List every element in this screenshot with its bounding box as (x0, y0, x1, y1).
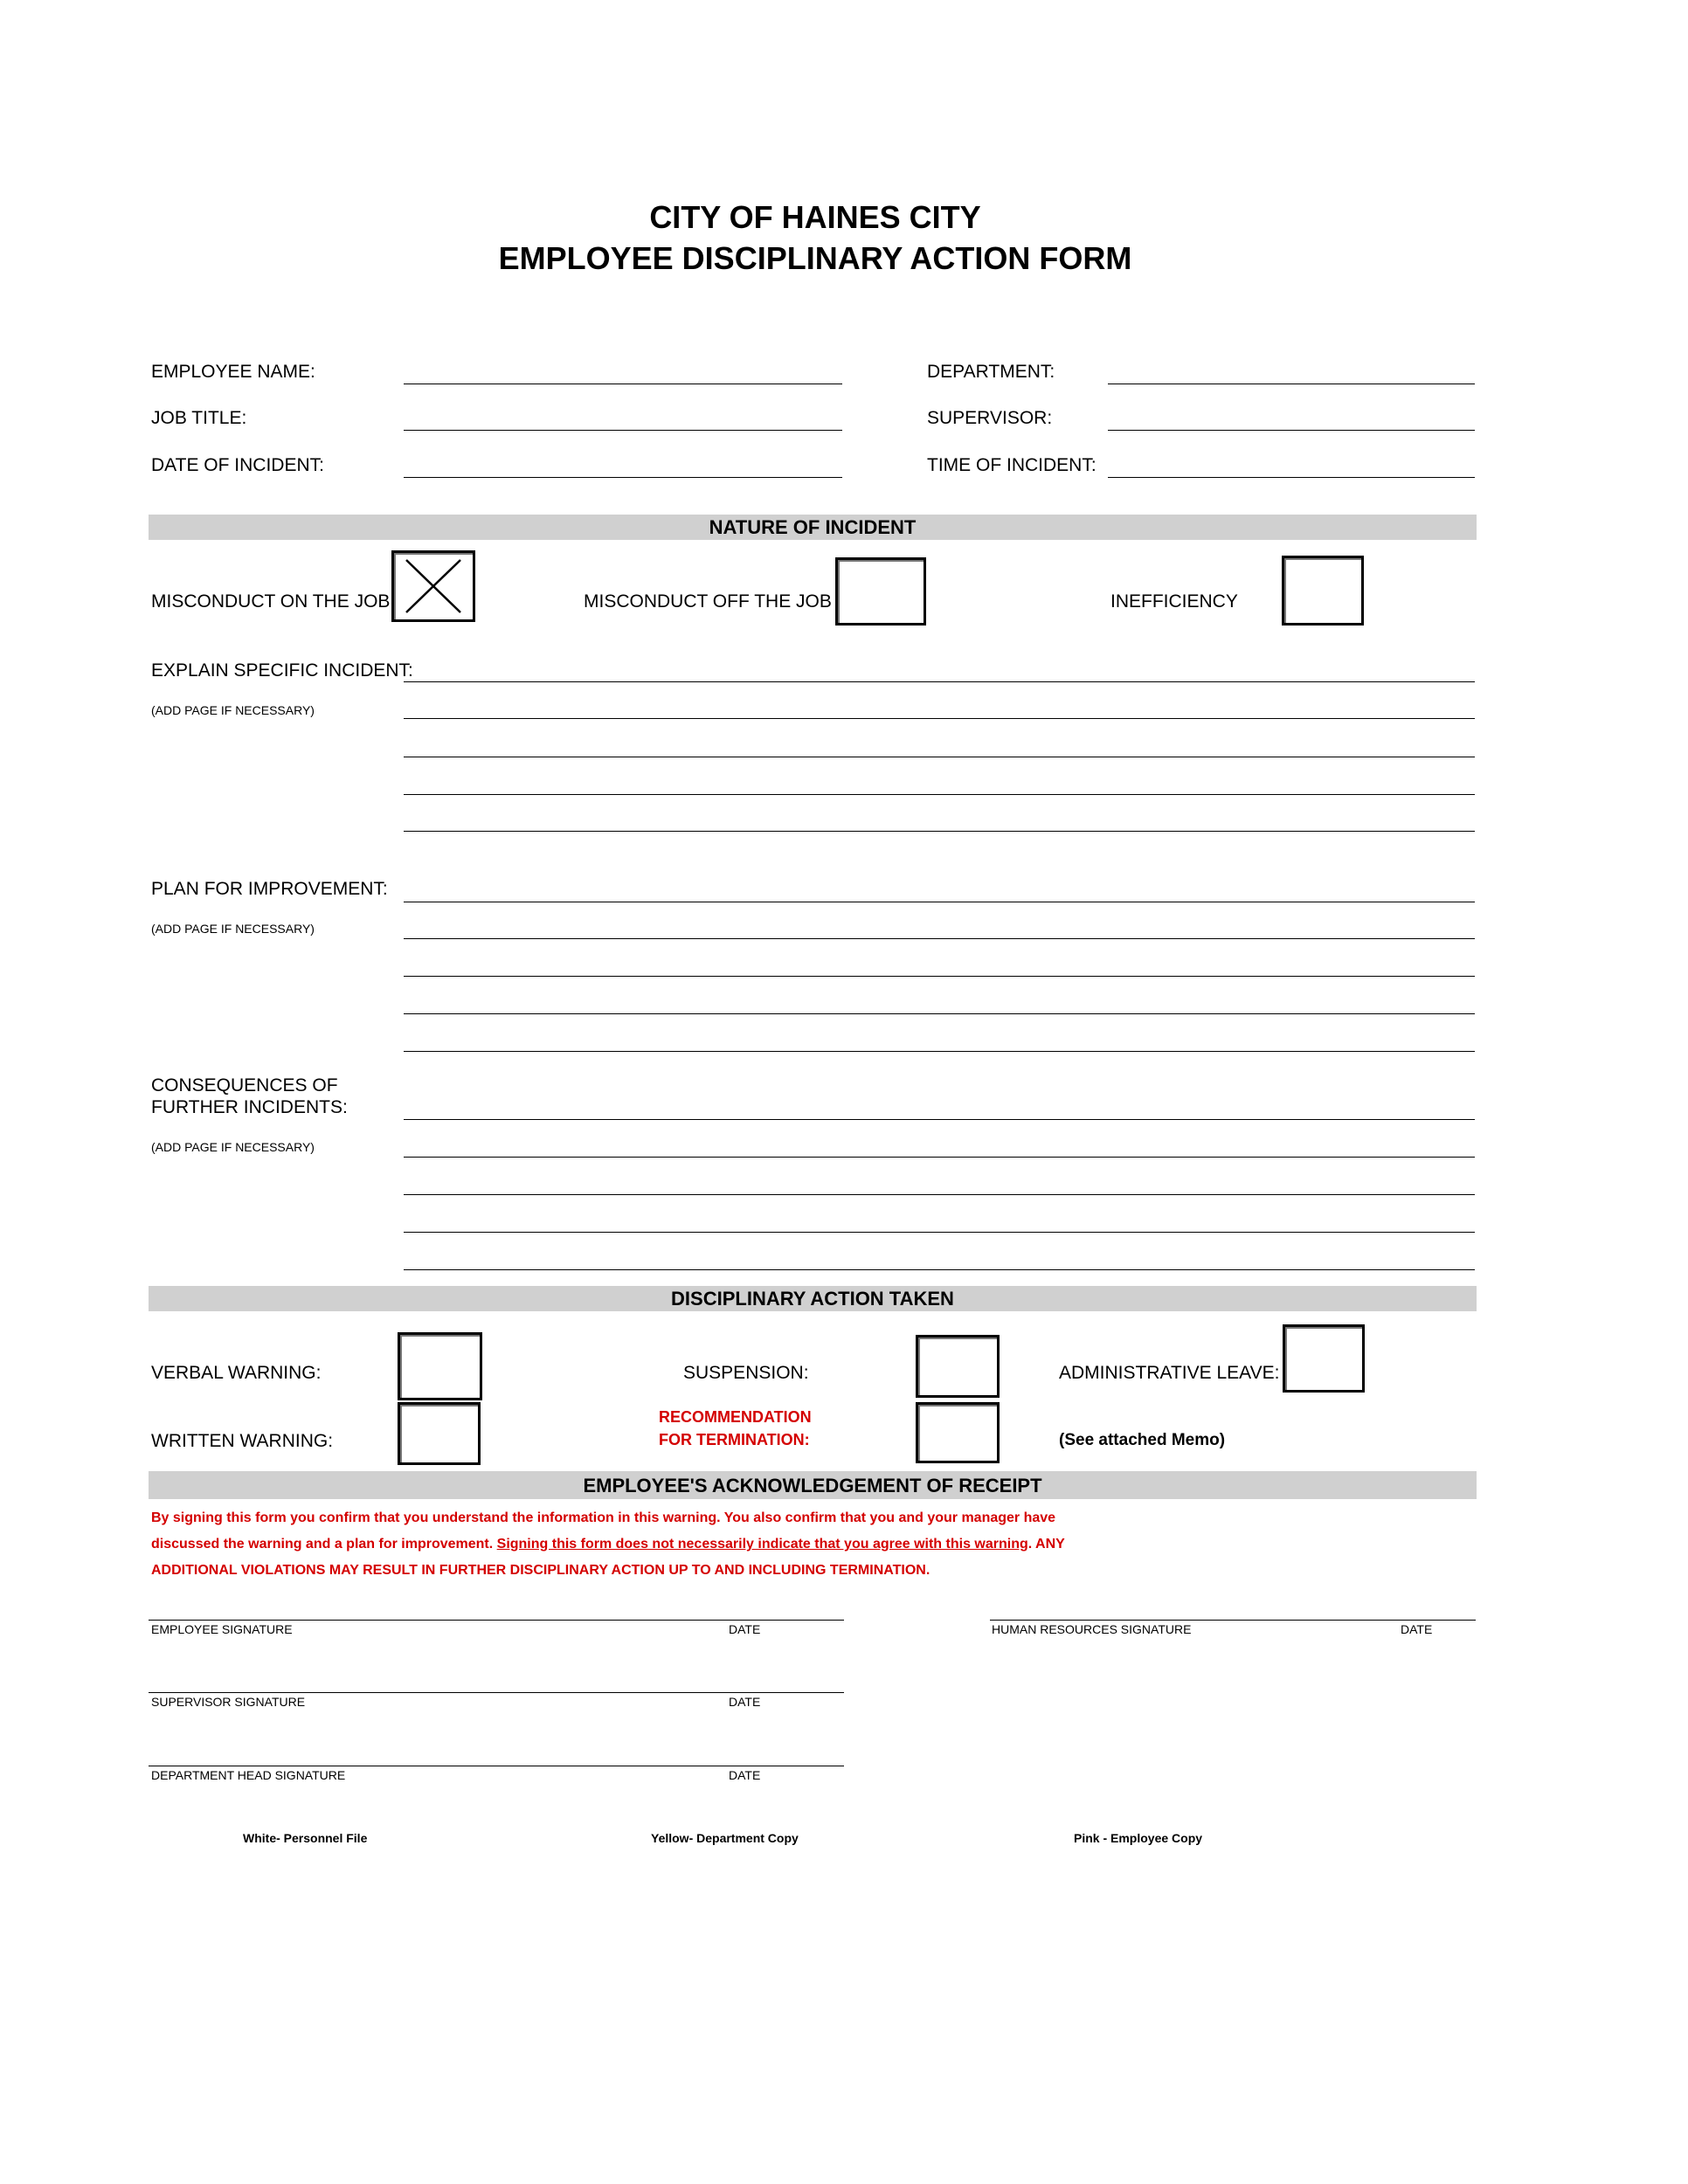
time-of-incident-field[interactable] (1108, 477, 1475, 478)
inefficiency-label: INEFFICIENCY (1110, 591, 1238, 612)
recommendation-termination-label-line2: FOR TERMINATION: (659, 1431, 810, 1448)
inefficiency-checkbox[interactable] (1282, 556, 1364, 625)
suspension-checkbox[interactable] (916, 1335, 1000, 1398)
supervisor-signature-date-label: DATE (729, 1695, 761, 1709)
copy-pink-employee: Pink - Employee Copy (1074, 1831, 1203, 1845)
incident-line[interactable] (404, 681, 1475, 682)
administrative-leave-label: ADMINISTRATIVE LEAVE: (1059, 1363, 1280, 1383)
time-of-incident-label: TIME OF INCIDENT: (927, 455, 1097, 475)
department-head-signature-label: DEPARTMENT HEAD SIGNATURE (151, 1768, 346, 1782)
incident-line[interactable] (404, 831, 1475, 832)
consequences-label-line1: CONSEQUENCES OF (151, 1075, 338, 1095)
acknowledgement-text-line2-a: discussed the warning and a plan for improvement. (151, 1537, 494, 1552)
employee-name-label: EMPLOYEE NAME: (151, 362, 315, 382)
recommendation-termination-label-line1: RECOMMENDATION (659, 1408, 812, 1426)
hr-signature-label: HUMAN RESOURCES SIGNATURE (992, 1622, 1192, 1636)
misconduct-on-job-label: MISCONDUCT ON THE JOB (151, 591, 391, 612)
consequences-label-line2: FURTHER INCIDENTS: (151, 1097, 348, 1117)
copy-yellow-department: Yellow- Department Copy (651, 1831, 799, 1845)
employee-signature-date-label: DATE (729, 1622, 761, 1636)
supervisor-signature-label: SUPERVISOR SIGNATURE (151, 1695, 306, 1709)
consequences-line[interactable] (404, 1157, 1475, 1158)
date-of-incident-label: DATE OF INCIDENT: (151, 455, 324, 475)
see-attached-memo: (See attached Memo) (1059, 1431, 1226, 1449)
employee-signature-label: EMPLOYEE SIGNATURE (151, 1622, 293, 1636)
add-page-note: (ADD PAGE IF NECESSARY) (151, 922, 315, 936)
consequences-line[interactable] (404, 1232, 1475, 1233)
written-warning-checkbox[interactable] (398, 1402, 481, 1465)
consequences-line[interactable] (404, 1194, 1475, 1195)
verbal-warning-checkbox[interactable] (398, 1332, 482, 1400)
acknowledgement-text-line3: ADDITIONAL VIOLATIONS MAY RESULT IN FURTHER DISCIPLINARY ACTION UP TO AND INCLUDING TERMINATION. (151, 1563, 930, 1578)
written-warning-label: WRITTEN WARNING: (151, 1431, 334, 1451)
misconduct-off-job-checkbox[interactable] (835, 557, 926, 625)
supervisor-signature-line[interactable] (149, 1692, 844, 1693)
date-of-incident-field[interactable] (404, 477, 842, 478)
misconduct-off-job-label: MISCONDUCT OFF THE JOB (584, 591, 832, 612)
consequences-line[interactable] (404, 1269, 1475, 1270)
suspension-label: SUSPENSION: (683, 1363, 809, 1383)
plan-line[interactable] (404, 1051, 1475, 1052)
incident-line[interactable] (404, 718, 1475, 719)
plan-line[interactable] (404, 1013, 1475, 1014)
acknowledgement-text-line2-b: . ANY (1027, 1537, 1065, 1552)
consequences-line[interactable] (404, 1119, 1475, 1120)
acknowledgement-text-line2 (151, 1537, 1065, 1552)
hr-signature-line[interactable] (990, 1620, 1476, 1621)
acknowledgement-heading: EMPLOYEE'S ACKNOWLEDGEMENT OF RECEIPT (149, 1471, 1477, 1499)
department-head-signature-date-label: DATE (729, 1768, 761, 1782)
plan-line[interactable] (404, 976, 1475, 977)
hr-signature-date-label: DATE (1401, 1622, 1433, 1636)
misconduct-on-job-checkbox[interactable] (391, 550, 475, 622)
job-title-label: JOB TITLE: (151, 408, 247, 428)
add-page-note: (ADD PAGE IF NECESSARY) (151, 703, 315, 717)
acknowledgement-text-line1: By signing this form you confirm that you understand the information in this warning. You also confirm that you and your manager have (151, 1510, 1056, 1525)
verbal-warning-label: VERBAL WARNING: (151, 1363, 322, 1383)
recommendation-termination-checkbox[interactable] (916, 1402, 1000, 1463)
administrative-leave-checkbox[interactable] (1283, 1324, 1365, 1393)
plan-improvement-label: PLAN FOR IMPROVEMENT: (151, 879, 388, 899)
nature-of-incident-heading: NATURE OF INCIDENT (149, 515, 1477, 540)
department-label: DEPARTMENT: (927, 362, 1055, 382)
supervisor-label: SUPERVISOR: (927, 408, 1053, 428)
form-title-city: CITY OF HAINES CITY (649, 199, 981, 235)
check-x-icon (394, 553, 473, 619)
copy-white-personnel: White- Personnel File (243, 1831, 368, 1845)
plan-line[interactable] (404, 938, 1475, 939)
add-page-note: (ADD PAGE IF NECESSARY) (151, 1140, 315, 1154)
acknowledgement-disclaimer: Signing this form does not necessarily indicate that you agree with this warning (496, 1537, 1028, 1552)
form-title: EMPLOYEE DISCIPLINARY ACTION FORM (498, 240, 1132, 276)
incident-line[interactable] (404, 794, 1475, 795)
disciplinary-action-heading: DISCIPLINARY ACTION TAKEN (149, 1286, 1477, 1311)
job-title-field[interactable] (404, 430, 842, 431)
employee-signature-line[interactable] (149, 1620, 844, 1621)
supervisor-field[interactable] (1108, 430, 1475, 431)
explain-incident-label: EXPLAIN SPECIFIC INCIDENT: (151, 660, 413, 681)
